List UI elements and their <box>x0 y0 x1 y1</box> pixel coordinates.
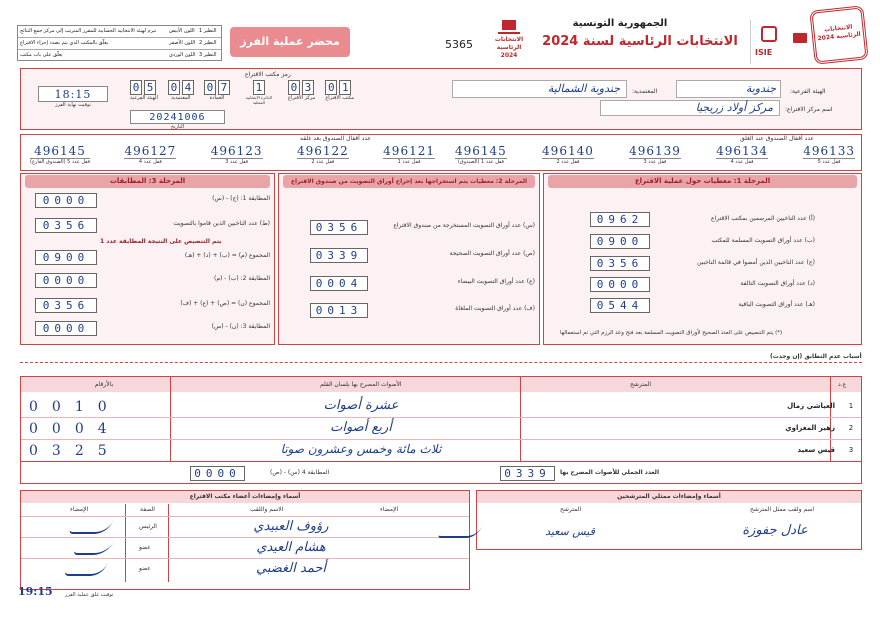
result-row <box>21 440 861 462</box>
value-box <box>590 256 650 271</box>
signature-icon <box>73 541 115 555</box>
digit: 0 <box>130 80 142 95</box>
stage3-row <box>30 250 270 264</box>
value-text: 0000 <box>35 273 97 288</box>
value-box <box>310 276 368 291</box>
row-number: 2 <box>848 424 854 432</box>
stage1-row <box>590 212 815 227</box>
value-text: 0356 <box>590 256 650 271</box>
stage1-row <box>590 277 815 292</box>
code-group <box>130 80 158 105</box>
seal-label: قفل عدد 3 <box>643 159 667 165</box>
match4 <box>190 466 340 480</box>
value-box <box>310 303 368 318</box>
row-label: المطابقة 2: (ب) - (م) <box>213 275 270 282</box>
delegation: جندوبة الشمالية <box>452 80 627 98</box>
closing-time: 19:15 <box>18 585 53 598</box>
digit: 0 <box>74 421 84 437</box>
value-box <box>35 193 97 208</box>
digit: 4 <box>97 421 107 437</box>
seal-value: 496123 <box>210 144 263 158</box>
copy-row: تبرم لهيئة الانتخابية الحسابية للمقرر المترتب إلى مركز جمع النتائج اللون الأبيض النظير 1 <box>18 26 221 38</box>
digit: 0 <box>288 80 300 95</box>
value-text: 0339 <box>310 248 368 263</box>
copy-row: يعلّق بالمكتب الذي يتم بصدد إجراء الاقتراع اللون الأصفر النظير 2 <box>18 38 221 50</box>
stage3-note: يتم التنصيص على النتيجة المطابقة عدد 1 <box>100 238 222 245</box>
seal-label: قفل عدد 4 <box>730 159 754 165</box>
closing-seals-label: عدد أقفال الصندوق عند الغلق <box>740 135 814 142</box>
regional-authority-label: الهيئة الفرعية: <box>790 88 826 95</box>
row-label <box>455 305 535 312</box>
isie-text: ISIE <box>755 48 773 57</box>
seal-value: 496134 <box>716 144 768 158</box>
row-text: عدد أوراق التصويت الباقية <box>738 301 804 308</box>
digit: 0 <box>29 421 38 437</box>
serial-number: 5365 <box>445 38 473 51</box>
total-votes-value: 0339 <box>500 466 555 481</box>
digit: 0 <box>97 399 107 415</box>
row-text: عدد أوراق التصويت المستخرجة من صندوق الاقتراع <box>393 222 522 229</box>
opening-seals-label: عدد أقفال الصندوق بعد غلقه <box>300 135 372 142</box>
code-group <box>168 80 194 105</box>
seal-value: 496139 <box>629 144 681 158</box>
observer-col-sign: الإمضاء <box>380 506 399 513</box>
stage3-row <box>30 321 270 335</box>
value-box <box>590 212 650 227</box>
seal-value: 496127 <box>124 144 177 158</box>
row-text: عدد الناخبين الذين أمضوا في قائمة الناخبين <box>696 259 805 266</box>
value-text: 0544 <box>590 298 650 313</box>
member-name: هشام العيدي <box>256 540 326 555</box>
value-text: 0004 <box>310 276 368 291</box>
end-time-box <box>38 86 108 108</box>
seal-label: قفل عدد 5 (الصندوق الفارغ) <box>30 159 91 165</box>
value-box <box>590 277 650 292</box>
digit: 0 <box>51 421 61 437</box>
observer-name: عادل جفوزة <box>742 523 808 538</box>
row-label <box>458 278 535 285</box>
copies-table <box>17 25 222 61</box>
digit: 0 <box>29 399 38 415</box>
row-number: 1 <box>848 402 854 410</box>
row-letter: (أ) <box>808 215 815 222</box>
code-group <box>240 80 278 105</box>
seal-label: قفل عدد 4 <box>138 159 162 165</box>
member-row <box>21 558 469 580</box>
result-row <box>21 396 861 418</box>
stage1-title: المرحلة 1: معطيات حول عملية الاقتراع <box>548 175 857 188</box>
digit: 0 <box>29 443 38 459</box>
closing-time-label: توقيت غلق عملية الفرز <box>65 592 114 598</box>
center-label: اسم مركز الاقتراع: <box>785 106 833 113</box>
mismatch-line <box>20 362 862 363</box>
seal-value: 496121 <box>383 144 435 158</box>
value-box <box>35 273 97 288</box>
member-name: أحمد الغضبي <box>256 561 326 576</box>
value-box <box>590 234 650 249</box>
digit: 3 <box>51 443 61 459</box>
members-title: أسماء وإمضاءات أعضاء مكتب الاقتراع <box>21 491 469 503</box>
stage3-row <box>30 298 270 312</box>
date-box <box>130 110 225 130</box>
digit: 7 <box>218 80 230 95</box>
row-label: المجموع (ن) = (ص) + (ع) + (ف) <box>180 300 270 307</box>
member-name: رؤوف العبيدي <box>253 519 329 534</box>
row-label <box>697 259 815 266</box>
stage2-row <box>300 220 535 234</box>
row-label <box>711 215 815 222</box>
value-text: 0900 <box>35 250 97 265</box>
row-label: (ط) عدد الناخبين الذين قاموا بالتصويت <box>173 220 270 227</box>
row-letter: (هـ) <box>805 301 815 308</box>
member-role: عضو <box>139 544 151 551</box>
stage2-row <box>300 276 535 290</box>
seal-value: 496122 <box>296 144 349 158</box>
seal-item <box>383 144 435 165</box>
match4-label: المطابقة 4 (س) - (ص) <box>270 469 330 476</box>
row-label <box>711 237 815 244</box>
signature-icon <box>64 562 108 576</box>
seal-value: 496145 <box>455 144 507 158</box>
elections-logo <box>488 18 530 64</box>
col-words: الأصوات المصرح بها بلسان القلم <box>320 381 402 388</box>
value-box <box>35 298 97 313</box>
republic-title: الجمهورية التونسية <box>572 18 668 29</box>
delegation-label: المعتمدية: <box>632 88 658 95</box>
seal-item <box>124 144 176 165</box>
digit: 5 <box>97 443 107 459</box>
stamp-text: الانتخابات الرئاسية 2024 <box>817 23 862 43</box>
member-row <box>21 537 469 557</box>
logo-line <box>498 32 520 34</box>
votes-words: ثلاث مائة وخمس وعشرون صوتا <box>280 442 442 456</box>
digit: 1 <box>253 80 265 95</box>
value-text: 0000 <box>35 321 97 336</box>
col-digits: بالأرقام <box>95 381 114 388</box>
code-label: الدائرة الانتخابية المحلية <box>245 95 272 105</box>
seal-item <box>30 144 90 165</box>
row-label <box>450 250 535 257</box>
seal-label: قفل عدد 2 <box>556 159 580 165</box>
office-code-label: رمز مكتب الاقتراع <box>245 71 291 78</box>
value-text: 0962 <box>590 212 650 227</box>
value-box <box>310 248 368 263</box>
row-label <box>393 222 535 229</box>
member-role: عضو <box>139 565 151 572</box>
code-group <box>288 80 315 105</box>
code-group <box>204 80 230 105</box>
row-label: المجموع (م) = (ب) + (د) + (هـ) <box>184 252 270 259</box>
seal-item <box>803 144 855 165</box>
value-text: 0000 <box>590 277 650 292</box>
value-text: 0000 <box>35 193 97 208</box>
copy-row: يعلّق على باب مكتب اللون الوردي النظير 3 <box>20 52 217 58</box>
code-group <box>325 80 354 105</box>
row-text: عدد أوراق التصويت البيضاء <box>457 278 525 285</box>
stage3-row <box>30 273 270 287</box>
code-label: مركز الاقتراع <box>287 95 316 101</box>
observer-col-name: اسم ولقب ممثل المترشح <box>750 506 815 513</box>
member-row <box>21 516 469 536</box>
value-box <box>310 220 368 235</box>
stage3-title: المرحلة 3: المطابقات <box>25 175 270 188</box>
logo-text: الانتخابات الرئاسية 2024 <box>494 36 524 59</box>
digits-box <box>29 421 107 437</box>
tunisia-flag-icon <box>793 33 807 43</box>
date-label: التاريخ <box>171 124 184 130</box>
member-col-name: الاسم واللقب <box>250 506 284 513</box>
row-label <box>740 280 815 287</box>
seal-item <box>455 144 507 165</box>
row-text: عدد أوراق التصويت الصحيحة <box>449 250 522 257</box>
stage1-note: (*) يتم التنصيص على العدد الصحيح لأوراق التصويت المسلمة بعد فتح وعد الرزم التي تم استعمالها <box>560 330 783 336</box>
end-time-label: توقيت نهاية الفرز <box>55 102 91 108</box>
votes-words: أربع أصوات <box>330 420 392 435</box>
digit: 0 <box>168 80 180 95</box>
digit: 4 <box>182 80 194 95</box>
code-label: مكتب الاقتراع <box>325 95 355 101</box>
seal-item <box>629 144 681 165</box>
end-time: 18:15 <box>38 86 108 102</box>
value-text: 0356 <box>35 298 97 313</box>
member-col-sign: الإمضاء <box>70 506 89 513</box>
row-letter: (ج) <box>806 259 815 266</box>
row-label <box>738 301 815 308</box>
value-text: 0356 <box>310 220 368 235</box>
isie-mark-icon <box>761 26 777 42</box>
row-text: عدد الناخبين المرسمين بمكتب الاقتراع <box>711 215 807 222</box>
elections-title: الانتخابات الرئاسية لسنة 2024 <box>542 34 738 49</box>
row-text: عدد أوراق التصويت الملغاة <box>455 305 523 312</box>
stage3-row <box>30 193 270 207</box>
form-title: محضر عملية الفرز <box>230 27 350 57</box>
result-row <box>21 418 861 440</box>
candidate-name: زهير المغزاوي <box>785 424 835 432</box>
code-label: المعتمدية <box>171 95 191 101</box>
member-role: الرئيس <box>139 523 157 530</box>
stage3-row <box>30 218 270 232</box>
row-label: المطابقة 1: (ج) - (س) <box>212 195 270 202</box>
candidate-name: العياشي زمال <box>787 402 835 410</box>
seal-label: قفل عدد 2 <box>311 159 335 165</box>
digits-box <box>29 443 107 459</box>
opening-seals <box>30 144 435 165</box>
observer-candidate: قيس سعيد <box>545 525 595 538</box>
seal-item <box>297 144 349 165</box>
code-label: العمادة <box>209 95 225 101</box>
digit: 0 <box>51 399 61 415</box>
isie-logo <box>750 20 790 64</box>
stage1-row <box>590 256 815 271</box>
digit: 1 <box>339 80 351 95</box>
official-stamp <box>809 5 868 64</box>
row-letter: (د) <box>807 280 815 287</box>
mismatch-label: أسباب عدم التطابق (إن وجدت) <box>770 353 862 360</box>
seal-item <box>542 144 594 165</box>
col-no: ع.د <box>838 381 847 388</box>
date-value: 20241006 <box>130 110 225 124</box>
digit: 1 <box>74 399 84 415</box>
seal-label: قفل عدد 5 <box>817 159 841 165</box>
seal-item <box>716 144 768 165</box>
digit: 0 <box>325 80 337 95</box>
candidate-name: قيس سعيد <box>797 446 835 454</box>
seal-label: قفل عدد 1 (الصندوق) <box>457 159 504 165</box>
row-letter: (ع) <box>526 278 535 285</box>
logo-box <box>502 20 516 30</box>
stage2-row <box>300 303 535 317</box>
value-text: 0356 <box>35 218 97 233</box>
value-box <box>35 218 97 233</box>
value-text: 0900 <box>590 234 650 249</box>
stage2-row <box>300 248 535 262</box>
signature-icon <box>68 520 113 534</box>
col-candidate: المترشح <box>630 381 651 388</box>
total-votes <box>500 466 700 480</box>
row-letter: (س) <box>522 222 535 229</box>
seal-label: قفل عدد 3 <box>225 159 249 165</box>
row-text: عدد أوراق التصويت التالفة <box>740 280 806 287</box>
regional-authority: جندوبة <box>676 80 781 98</box>
stage1-row <box>590 298 815 313</box>
center: مركز أولاد زريجيا <box>600 100 780 116</box>
results-header <box>21 377 861 392</box>
row-letter: (ف) <box>524 305 535 312</box>
seal-item <box>211 144 263 165</box>
digit: 0 <box>204 80 216 95</box>
seal-label: قفل عدد 1 <box>397 159 421 165</box>
code-label: الهيئة الفرعية <box>130 95 158 101</box>
row-letter: (ب) <box>804 237 815 244</box>
digit: 3 <box>302 80 314 95</box>
observer-col-candidate: المترشح <box>560 506 581 513</box>
digit: 2 <box>74 443 84 459</box>
member-col-role: الصفة <box>140 506 155 513</box>
office-code <box>130 80 410 105</box>
digits-box <box>29 399 107 415</box>
seal-value: 496133 <box>803 144 855 158</box>
value-box <box>35 250 97 265</box>
value-box <box>35 321 97 336</box>
row-number: 3 <box>848 446 854 454</box>
row-label: المطابقة 3: (ن) - (س) <box>211 323 270 330</box>
row-text: عدد أوراق التصويت المسلمة للمكتب <box>711 237 803 244</box>
match4-value: 0000 <box>190 466 245 481</box>
seal-value: 496140 <box>542 144 594 158</box>
seal-value: 496145 <box>30 144 90 159</box>
stage1-row <box>590 234 815 249</box>
closing-seals <box>455 144 855 165</box>
votes-words: عشرة أصوات <box>323 398 399 413</box>
value-text: 0013 <box>310 303 368 318</box>
stage2-title: المرحلة 2: معطيات يتم استخراجها بعد إخراج أوراق التصويت من صندوق الاقتراع <box>283 175 535 188</box>
digit: 5 <box>144 80 156 95</box>
total-votes-label: العدد الجملي للأصوات المصرح بها <box>560 469 659 476</box>
observers-title: أسماء وإمضاءات ممثلي المترشحين <box>477 491 861 503</box>
row-letter: (ص) <box>523 250 535 257</box>
value-box <box>590 298 650 313</box>
